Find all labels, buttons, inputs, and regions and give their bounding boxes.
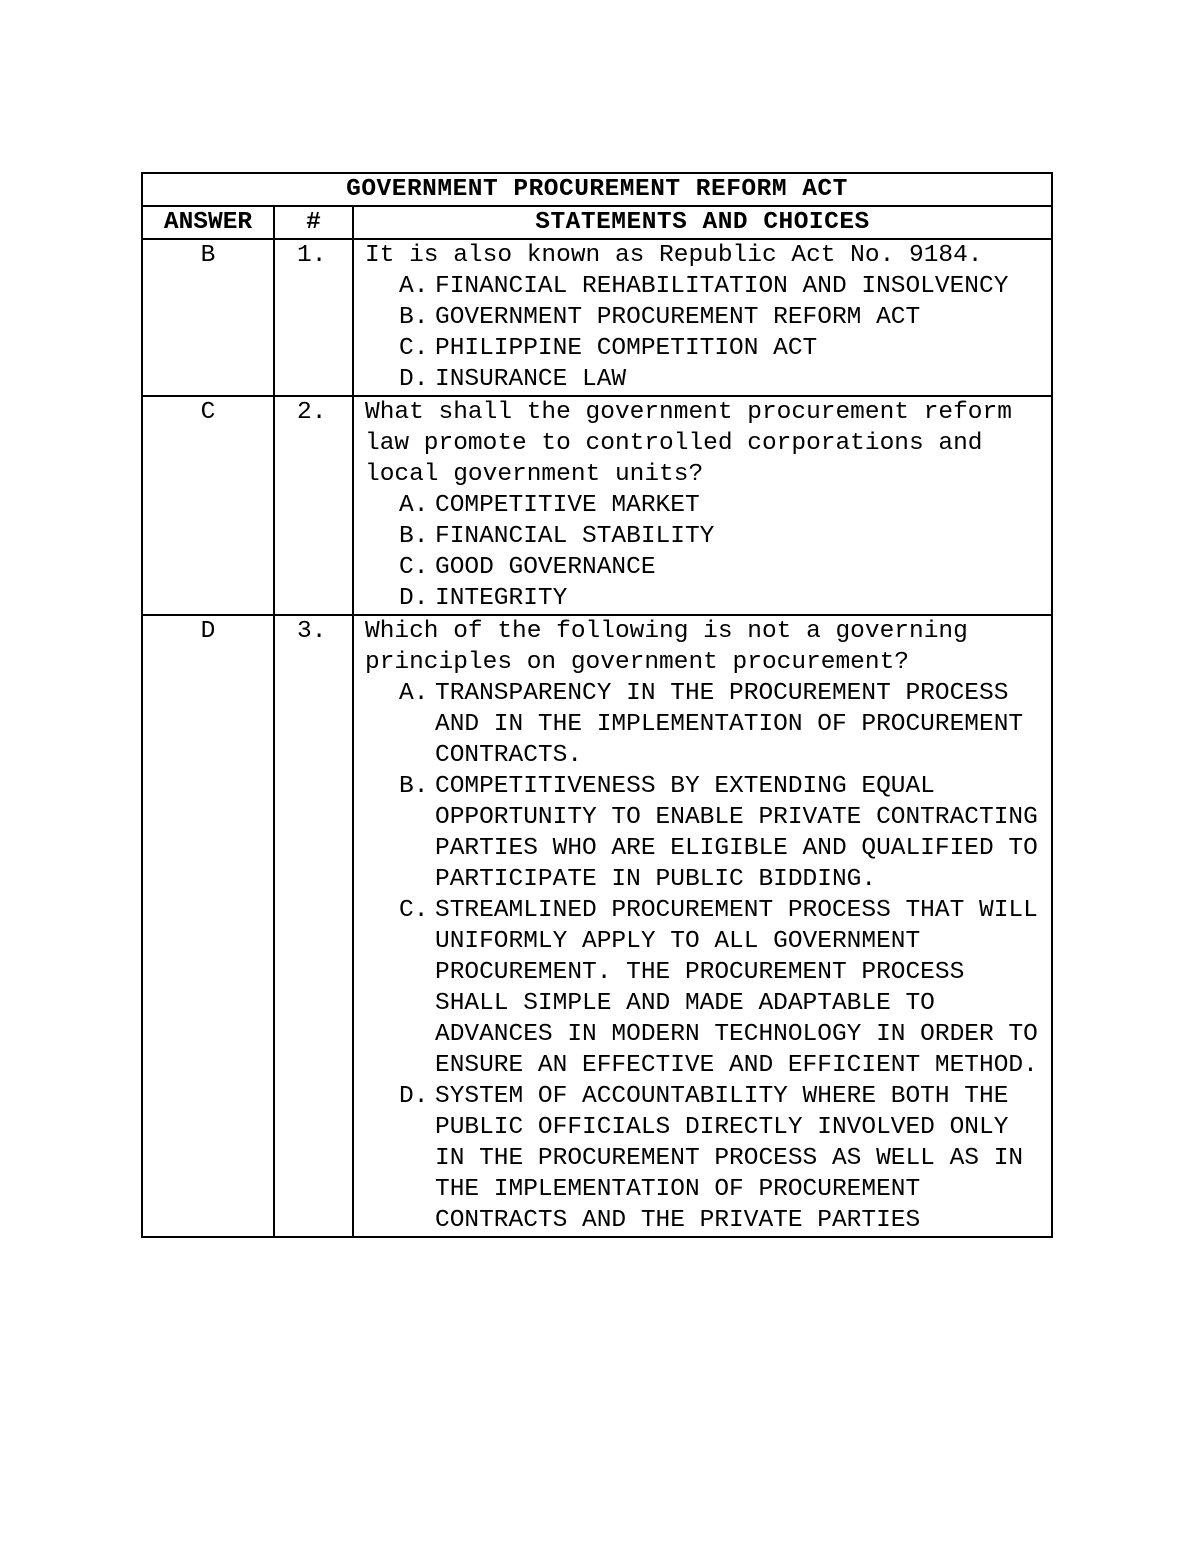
choices-list (365, 678, 1047, 1236)
choice-item (365, 678, 1047, 771)
number-cell: 1. (274, 239, 353, 396)
choice-text: INTEGRITY (435, 585, 568, 612)
choice-letter: C. (399, 897, 429, 924)
choice-text: COMPETITIVE MARKET (435, 492, 700, 519)
answer-cell: C (142, 396, 274, 615)
question-text: It is also known as Republic Act No. 9184. (365, 242, 983, 269)
choice-text: COMPETITIVENESS BY EXTENDING EQUAL OPPORTUNITY TO ENABLE PRIVATE CONTRACTING PARTIES WHO ARE ELIGIBLE AND QUALIFIED TO PARTICIPATE IN PUBLIC BIDDING. (435, 773, 1038, 893)
choice-item (365, 552, 1047, 583)
question-row (142, 396, 1052, 615)
choice-item (365, 521, 1047, 552)
choice-text: GOVERNMENT PROCUREMENT REFORM ACT (435, 304, 921, 331)
choice-text: GOOD GOVERNANCE (435, 554, 656, 581)
choice-item (365, 895, 1047, 1081)
number-cell: 2. (274, 396, 353, 615)
choice-text: TRANSPARENCY IN THE PROCUREMENT PROCESS AND IN THE IMPLEMENTATION OF PROCUREMENT CONTRACTS. (435, 680, 1024, 769)
choice-letter: C. (399, 335, 429, 362)
statement-cell (353, 396, 1052, 615)
statements-column-header: STATEMENTS AND CHOICES (353, 206, 1052, 239)
choice-text: PHILIPPINE COMPETITION ACT (435, 335, 818, 362)
choice-text: STREAMLINED PROCUREMENT PROCESS THAT WILL UNIFORMLY APPLY TO ALL GOVERNMENT PROCUREMENT. THE PROCUREMENT PROCESS SHALL SIMPLE AND MADE ADAPTABLE TO ADVANCES IN MODERN TECHNOLOGY IN ORDER TO ENSURE AN EFFECTIVE AND EFFICIENT METHOD. (435, 897, 1038, 1079)
quiz-table (141, 172, 1053, 1238)
choice-item (365, 333, 1047, 364)
choice-item (365, 490, 1047, 521)
question-text: Which of the following is not a governing principles on government procurement? (365, 618, 968, 676)
choice-letter: A. (399, 492, 429, 519)
choice-text: SYSTEM OF ACCOUNTABILITY WHERE BOTH THE PUBLIC OFFICIALS DIRECTLY INVOLVED ONLY IN THE PROCUREMENT PROCESS AS WELL AS IN THE IMPLEMENTATION OF PROCUREMENT CONTRACTS AND THE PRIVATE PARTIES (435, 1083, 1024, 1234)
choice-letter: B. (399, 773, 429, 800)
question-text: What shall the government procurement reform law promote to controlled corporations and local government units? (365, 399, 1012, 488)
choices-list (365, 490, 1047, 614)
choice-item (365, 1081, 1047, 1236)
answer-cell: D (142, 615, 274, 1237)
choice-text: FINANCIAL STABILITY (435, 523, 715, 550)
choice-letter: D. (399, 585, 429, 612)
choice-letter: B. (399, 304, 429, 331)
choice-text: FINANCIAL REHABILITATION AND INSOLVENCY (435, 273, 1009, 300)
choice-letter: D. (399, 366, 429, 393)
choice-text: INSURANCE LAW (435, 366, 627, 393)
choice-item (365, 302, 1047, 333)
choice-item (365, 271, 1047, 302)
answer-column-header: ANSWER (142, 206, 274, 239)
choice-letter: A. (399, 680, 429, 707)
question-row (142, 615, 1052, 1237)
choices-list (365, 271, 1047, 395)
title-row (142, 173, 1052, 206)
choice-item (365, 364, 1047, 395)
question-row (142, 239, 1052, 396)
header-row (142, 206, 1052, 239)
number-cell: 3. (274, 615, 353, 1237)
choice-letter: D. (399, 1083, 429, 1110)
choice-letter: C. (399, 554, 429, 581)
table-title: GOVERNMENT PROCUREMENT REFORM ACT (142, 173, 1052, 206)
statement-cell (353, 239, 1052, 396)
choice-item (365, 583, 1047, 614)
choice-letter: A. (399, 273, 429, 300)
statement-cell (353, 615, 1052, 1237)
choice-letter: B. (399, 523, 429, 550)
number-column-header: # (274, 206, 353, 239)
answer-cell: B (142, 239, 274, 396)
choice-item (365, 771, 1047, 895)
